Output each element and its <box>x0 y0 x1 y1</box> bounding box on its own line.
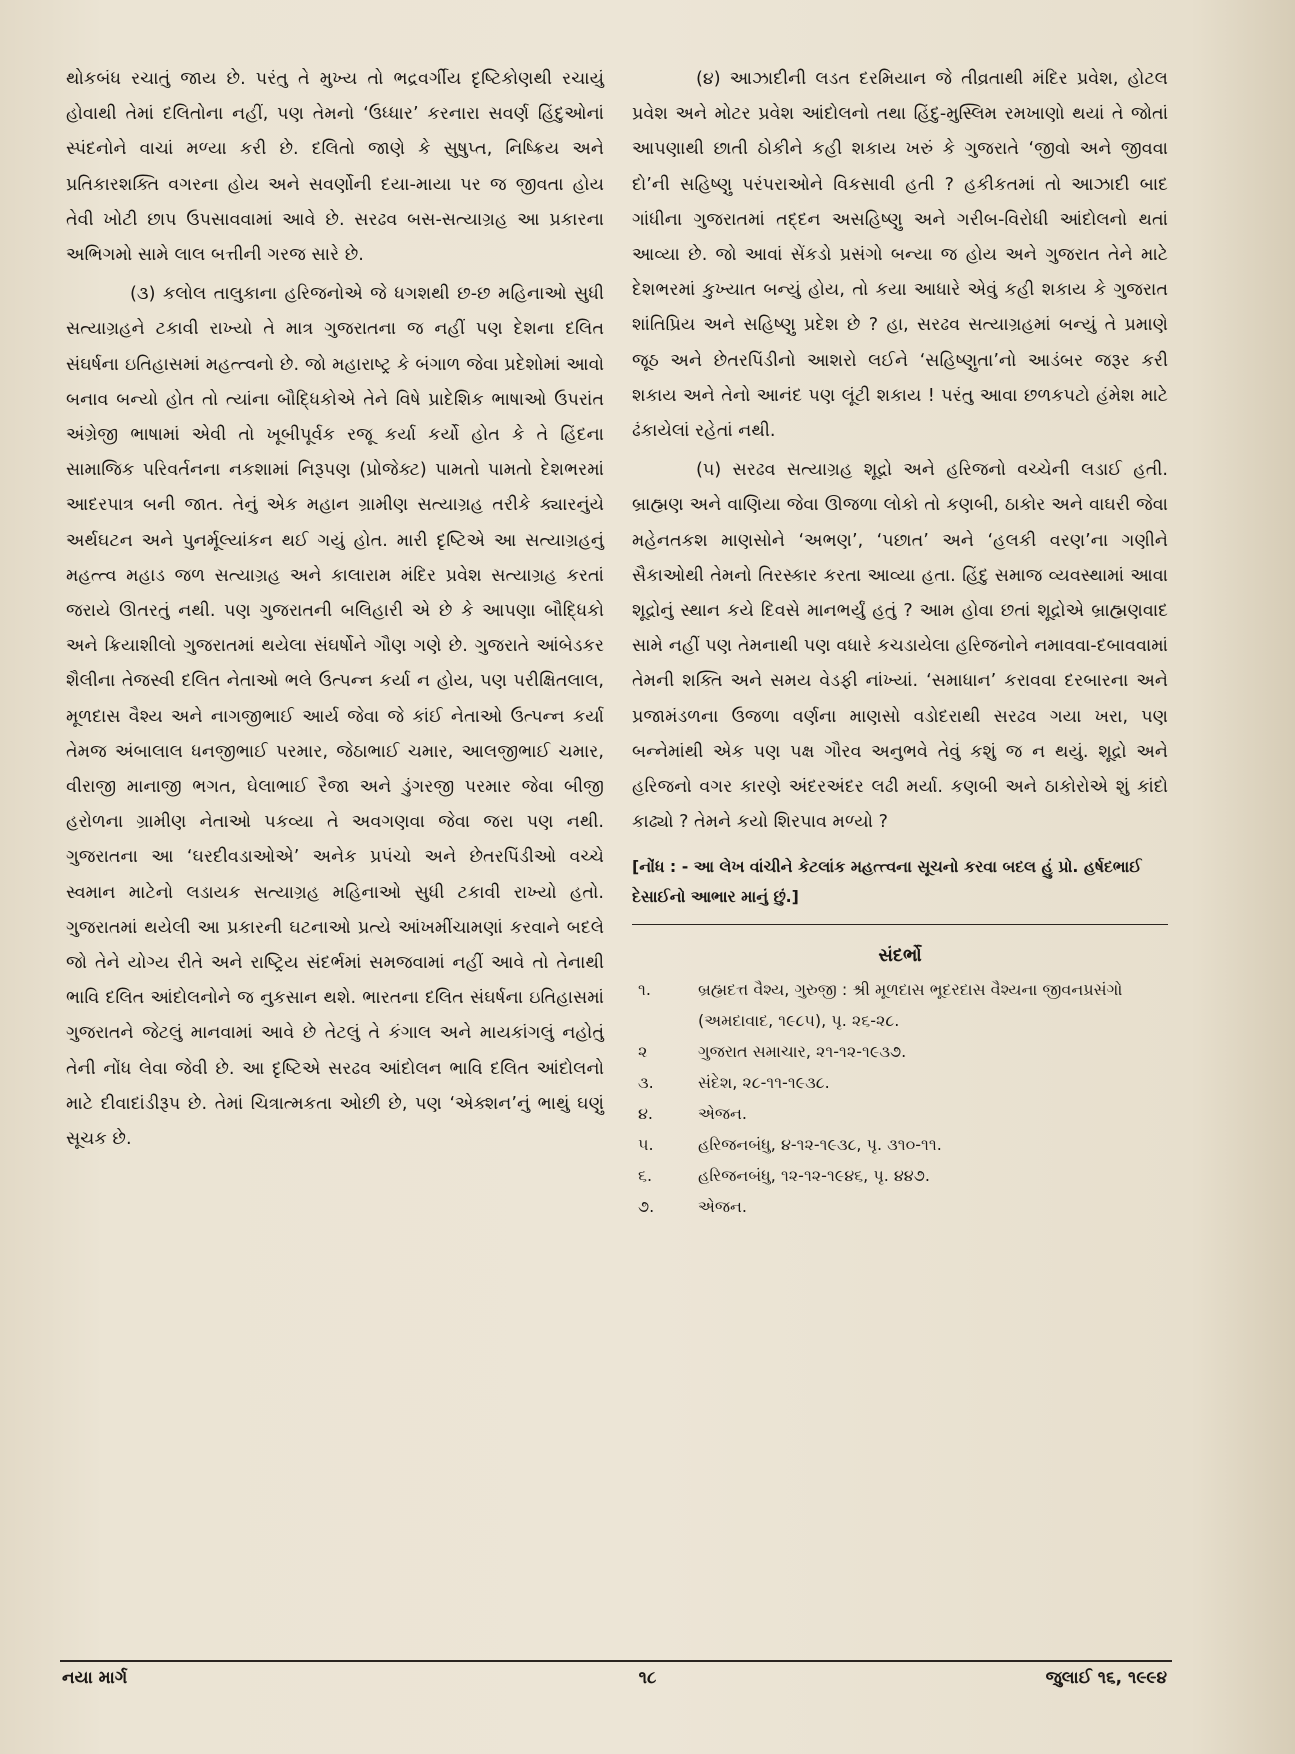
reference-text: હરિજનબંધુ, ૪-૧૨-૧૯૩૮, પૃ. ૩૧૦-૧૧. <box>698 1135 942 1155</box>
reference-text: બ્રહ્મદત્ત વૈશ્ય, ગુરુજી : શ્રી મૂળદાસ ભૂદરદાસ વૈશ્યના જીવનપ્રસંગો (અમદાવાદ, ૧૯૮૫), પૃ. ૨૬-૨૮. <box>698 980 1123 1031</box>
reference-number: ૫. <box>638 1135 654 1155</box>
right-column <box>632 62 1168 1222</box>
reference-item <box>632 1191 1168 1222</box>
reference-item <box>632 1098 1168 1129</box>
reference-number: ૪. <box>638 1104 654 1124</box>
paragraph-point-4: (૪) આઝાદીની લડત દરમિયાન જે તીવ્રતાથી મંદિર પ્રવેશ, હોટલ પ્રવેશ અને મોટર પ્રવેશ આંદોલનો તથા હિંદુ-મુસ્લિમ રમખાણો થયાં તે જોતાં આપણાથી છાતી ઠોકીને કહી શકાય ખરું કે ગુજરાતે ‘જીવો અને જીવવા દો’ની સહિષ્ણુ પરંપરાઓને વિકસાવી હતી ? હકીકતમાં તો આઝાદી બાદ ગાંધીના ગુજરાતમાં તદ્દન અસહિષ્ણુ અને ગરીબ-વિરોધી આંદોલનો થતાં આવ્યા છે. જો આવાં સેંકડો પ્રસંગો બન્યા જ હોય અને ગુજરાત તેને માટે દેશભરમાં કુખ્યાત બન્યું હોય, તો કયા આધારે એવું કહી શકાય કે ગુજરાત શાંતિપ્રિય અને સહિષ્ણુ પ્રદેશ છે ? હા, સરઢવ સત્યાગ્રહમાં બન્યું તે પ્રમાણે જૂઠ અને છેતરપિંડીનો આશરો લઈને ‘સહિષ્ણુતા’નો આડંબર જરૂર કરી શકાય અને તેનો આનંદ પણ લૂંટી શકાય ! પરંતુ આવા છળકપટો હંમેશ માટે ઢંકાયેલાં રહેતાં નથી. <box>632 69 1168 442</box>
footer-divider <box>60 1660 1172 1662</box>
reference-text: એજન. <box>698 1104 748 1124</box>
acknowledgement-note: [નોંધ : - આ લેખ વાંચીને કેટલાંક મહત્ત્વના સૂચનો કરવા બદલ હું પ્રો. હર્ષદભાઈ દેસાઈનો આભાર માનું છું.] <box>632 852 1168 925</box>
reference-item <box>632 1160 1168 1191</box>
reference-text: ગુજરાત સમાચાર, ૨૧-૧૨-૧૯૩૭. <box>698 1042 907 1062</box>
reference-text: સંદેશ, ૨૮-૧૧-૧૯૩૮. <box>698 1073 830 1093</box>
paragraph-point-3: (૩) કલોલ તાલુકાના હરિજનોએ જે ધગશથી છ-છ મહિનાઓ સુધી સત્યાગ્રહને ટકાવી રાખ્યો તે માત્ર ગુજરાતના જ નહીં પણ દેશના દલિત સંઘર્ષના ઇતિહાસમાં મહત્ત્વનો છે. જો મહારાષ્ટ્ર કે બંગાળ જેવા પ્રદેશોમાં આવો બનાવ બન્યો હોત તો ત્યાંના બૌદ્ધિકોએ તેને વિષે પ્રાદેશિક ભાષાઓ ઉપરાંત અંગ્રેજી ભાષામાં એવી તો ખૂબીપૂર્વક રજૂ કર્યા કર્યો હોત કે તે હિંદના સામાજિક પરિવર્તનના નકશામાં નિરૂપણ (પ્રોજેક્ટ) પામતો પામતો દેશભરમાં આદરપાત્ર બની જાત. તેનું એક મહાન ગ્રામીણ સત્યાગ્રહ તરીકે ક્યારનુંયે અર્થઘટન અને પુનર્મૂલ્યાંકન થઈ ગયું હોત. મારી દૃષ્ટિએ આ સત્યાગ્રહનું મહત્ત્વ મહાડ જળ સત્યાગ્રહ અને કાલારામ મંદિર પ્રવેશ સત્યાગ્રહ કરતાં જરાયે ઊતરતું નથી. પણ ગુજરાતની બલિહારી એ છે કે આપણા બૌદ્ધિકો અને ક્રિયાશીલો ગુજરાતમાં થયેલા સંઘર્ષોને ગૌણ ગણે છે. ગુજરાતે આંબેડકર શૈલીના તેજસ્વી દલિત નેતાઓ ભલે ઉત્પન્ન કર્યા ન હોય, પણ પરીક્ષિતલાલ, મૂળદાસ વૈશ્ય અને નાગજીભાઈ આર્ય જેવા જે કાંઈ નેતાઓ ઉત્પન્ન કર્યા તેમજ અંબાલાલ ધનજીભાઈ પરમાર, જેઠાભાઈ ચમાર, આલજીભાઈ ચમાર, વીરાજી માનાજી ભગત, ઘેલાભાઈ રૈજા અને ડુંગરજી પરમાર જેવા બીજી હરોળના ગ્રામીણ નેતાઓ પકવ્યા તે અવગણવા જેવા જરા પણ નથી. ગુજરાતના આ ‘ઘરદીવડાઓએ’ અનેક પ્રપંચો અને છેતરપિંડીઓ વચ્ચે સ્વમાન માટેનો લડાયક સત્યાગ્રહ મહિનાઓ સુધી ટકાવી રાખ્યો હતો. ગુજરાતમાં થયેલી આ પ્રકારની ઘટનાઓ પ્રત્યે આંખમીંચામણાં કરવાને બદલે જો તેને યોગ્ય રીતે અને રાષ્ટ્રિય સંદર્ભમાં સમજવામાં નહીં આવે તો તેનાથી ભાવિ દલિત આંદોલનોને જ નુકસાન થશે. ભારતના દલિત સંઘર્ષના ઇતિહાસમાં ગુજરાતને જેટલું માનવામાં આવે છે તેટલું તે કંગાલ અને માયકાંગલું નહોતું તેની નોંધ લેવા જેવી છે. આ દૃષ્ટિએ સરઢવ આંદોલન ભાવિ દલિત આંદોલનો માટે દીવાદાંડીરૂપ છે. તેમાં ચિત્રાત્મકતા ઓછી છે, પણ ‘એક્શન’નું ભાથું ઘણું સૂચક છે. <box>66 284 604 1150</box>
left-column <box>66 62 604 1157</box>
paragraph-continuation: થોકબંધ રચાતું જાય છે. પરંતુ તે મુખ્ય તો ભદ્રવર્ગીય દૃષ્ટિકોણથી રચાયું હોવાથી તેમાં દલિતોના નહીં, પણ તેમનો ‘ઉધ્ધાર’ કરનારા સવર્ણ હિંદુઓનાં સ્પંદનોને વાચાં મળ્યા કરી છે. દલિતો જાણે કે સુષુપ્ત, નિષ્ક્રિય અને પ્રતિકારશક્તિ વગરના હોય અને સવર્ણોની દયા-માયા પર જ જીવતા હોય તેવી ખોટી છાપ ઉપસાવવામાં આવે છે. સરઢવ બસ-સત્યાગ્રહ આ પ્રકારના અભિગમો સામે લાલ બત્તીની ગરજ સારે છે. <box>66 69 604 266</box>
reference-text: એજન. <box>698 1197 748 1217</box>
reference-number: ૭. <box>638 1197 655 1217</box>
reference-number: ૧. <box>638 980 651 1000</box>
reference-text: હરિજનબંધુ, ૧૨-૧૨-૧૯૪૬, પૃ. ૪૪૭. <box>698 1166 930 1186</box>
footer-page-number: ૧૮ <box>638 1668 657 1688</box>
reference-number: ૩. <box>638 1073 654 1093</box>
reference-item <box>632 1129 1168 1160</box>
reference-number: ૬. <box>638 1166 653 1186</box>
paragraph-point-5: (૫) સરઢવ સત્યાગ્રહ શૂદ્રો અને હરિજનો વચ્ચેની લડાઈ હતી. બ્રાહ્મણ અને વાણિયા જેવા ઊજળા લોકો તો કણબી, ઠાકોર અને વાઘરી જેવા મહેનતકશ માણસોને ‘અભણ’, ‘પછાત’ અને ‘હલકી વરણ’ના ગણીને સૈકાઓથી તેમનો તિરસ્કાર કરતા આવ્યા હતા. હિંદુ સમાજ વ્યવસ્થામાં આવા શૂદ્રોનું સ્થાન કયે દિવસે માનભર્યું હતું ? આમ હોવા છતાં શૂદ્રોએ બ્રાહ્મણવાદ સામે નહીં પણ તેમનાથી પણ વધારે કચડાયેલા હરિજનોને નમાવવા-દબાવવામાં તેમની શક્તિ અને સમય વેડફી નાંખ્યાં. ‘સમાધાન’ કરાવવા દરબારના અને પ્રજામંડળના ઉજળા વર્ણના માણસો વડોદરાથી સરઢવ ગયા ખરા, પણ બન્નેમાંથી એક પણ પક્ષ ગૌરવ અનુભવે તેવું કશું જ ન થયું. શૂદ્રો અને હરિજનો વગર કારણે અંદરઅંદર લઢી મર્યા. કણબી અને ઠાકોરોએ શું કાંદો કાઢ્યો ? તેમને કયો શિરપાવ મળ્યો ? <box>632 460 1168 833</box>
reference-item <box>632 1067 1168 1098</box>
footer-issue-date: જુલાઈ ૧૬, ૧૯૯૪ <box>1045 1668 1167 1688</box>
reference-number: ૨ <box>638 1042 648 1062</box>
references-heading: સંદર્ભો <box>878 945 922 967</box>
references-list <box>632 974 1168 1222</box>
reference-item <box>632 974 1168 1036</box>
footer-publication-name: નયા માર્ગ <box>62 1668 128 1688</box>
reference-item <box>632 1036 1168 1067</box>
